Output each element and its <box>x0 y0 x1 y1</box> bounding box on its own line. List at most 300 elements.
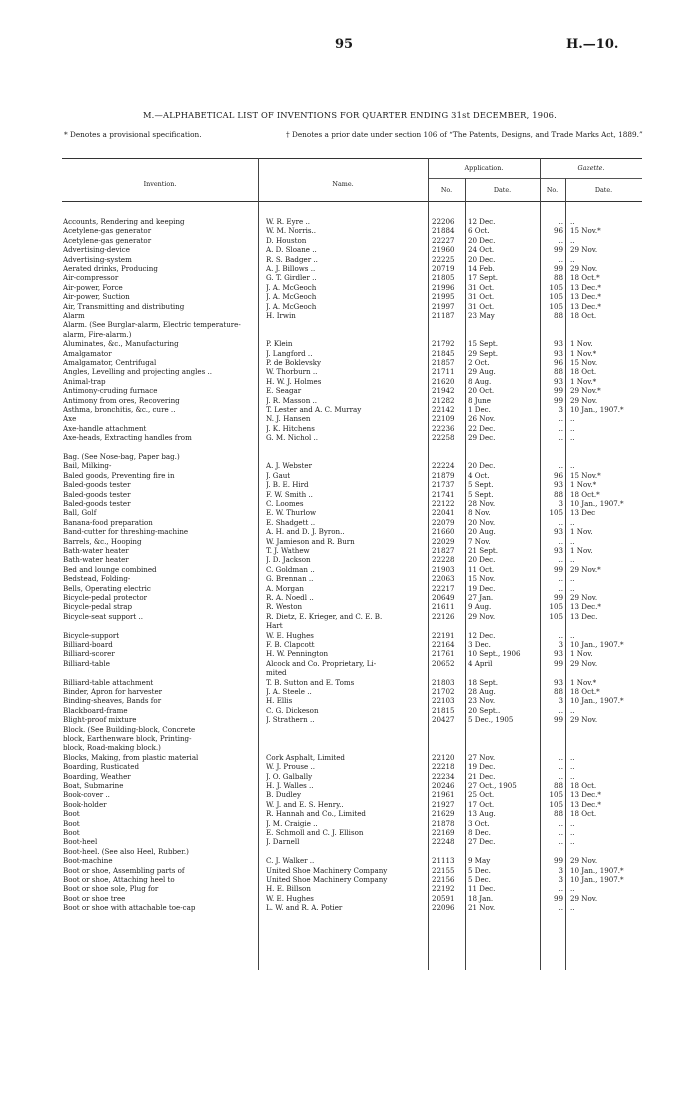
cell-gazette-no: 93 <box>553 348 563 358</box>
cell-invention: Acetylene-gas generator <box>63 226 152 236</box>
table-row <box>0 621 700 630</box>
cell-name: United Shoe Machinery Company <box>266 865 388 875</box>
cell-invention: Bath-water heater <box>63 555 129 565</box>
table-row <box>0 781 700 790</box>
cell-gazette-date: 1 Nov. <box>570 546 593 555</box>
cell-name: Alcock and Co. Proprietary, Li- <box>266 658 377 668</box>
cell-gazette-no: .. <box>558 630 563 640</box>
cell-app-date: 20 Oct. <box>468 386 495 396</box>
table-row <box>0 847 700 856</box>
table-row <box>0 612 700 621</box>
cell-name: J. Darnell <box>266 837 300 847</box>
cell-app-no: 20246 <box>432 781 455 790</box>
cell-app-date: 13 Aug. <box>468 809 496 819</box>
cell-invention: Baled goods, Preventing fire in <box>63 470 175 480</box>
cell-invention: Antimony-cruding furnace <box>63 386 158 396</box>
table-row <box>0 264 700 273</box>
table-row <box>0 565 700 574</box>
cell-invention: Bicycle-seat support .. <box>63 611 144 621</box>
cell-gazette-date: 13 Dec <box>570 508 596 518</box>
cell-app-no: 22234 <box>432 771 455 781</box>
cell-app-no: 21805 <box>432 273 455 283</box>
col-header-name: Name. <box>332 180 354 188</box>
cell-invention: Boot or shoe with attachable toe-cap <box>63 903 196 913</box>
cell-gazette-date: 29 Nov. <box>570 395 598 405</box>
cell-gazette-no: .. <box>558 414 563 424</box>
cell-invention: Bag. (See Nose-bag, Paper bag.) <box>63 452 180 461</box>
cell-gazette-date: 18 Oct. <box>570 367 597 377</box>
subheader-rule <box>428 178 642 179</box>
cell-name: H. Ellis <box>266 696 293 706</box>
cell-invention: Air-compressor <box>63 273 119 283</box>
cell-gazette-date: 10 Jan., 1907.* <box>570 499 624 508</box>
cell-gazette-date: .. <box>570 771 575 781</box>
table-row <box>0 443 700 452</box>
table-row <box>0 283 700 292</box>
cell-name: P. de Boklevsky <box>266 358 322 367</box>
cell-gazette-no: 99 <box>553 715 563 725</box>
cell-app-date: 5 Dec. <box>468 875 491 884</box>
cell-app-date: 17 Sept. <box>468 273 498 283</box>
cell-invention: Alarm <box>63 311 85 320</box>
cell-gazette-no: 88 <box>553 809 563 819</box>
table-row <box>0 678 700 687</box>
cell-app-date: 8 Dec. <box>468 828 491 837</box>
cell-app-date: 4 April <box>468 658 493 668</box>
cell-gazette-no: 96 <box>553 358 563 367</box>
cell-app-date: 19 Dec. <box>468 762 496 772</box>
cell-name: W. J. Prouse .. <box>266 762 315 772</box>
cell-name: D. Houston <box>266 235 307 245</box>
cell-name: H. Irwin <box>266 311 296 320</box>
cell-gazette-no: 99 <box>553 386 563 396</box>
cell-gazette-date: .. <box>570 884 575 894</box>
table-row <box>0 715 700 724</box>
cell-app-no: 22206 <box>432 217 455 226</box>
cell-app-date: 29 Dec. <box>468 433 496 443</box>
table-row <box>0 706 700 715</box>
cell-name: E. Schmoll and C. J. Ellison <box>266 828 364 837</box>
cell-invention: Bedstead, Folding- <box>63 574 131 584</box>
table-row <box>0 903 700 912</box>
cell-invention: Binding-sheaves, Bands for <box>63 696 162 706</box>
cell-gazette-date: .. <box>570 903 575 913</box>
cell-app-no: 20649 <box>432 593 455 602</box>
table-row <box>0 433 700 442</box>
cell-name: P. Klein <box>266 339 293 349</box>
cell-name: J. A. McGeoch <box>266 301 317 311</box>
table-row <box>0 490 700 499</box>
cell-app-date: 20 Dec. <box>468 555 496 565</box>
cell-app-no: 22191 <box>432 630 455 640</box>
cell-gazette-no: 96 <box>553 470 563 480</box>
cell-app-date: 22 Dec. <box>468 423 496 433</box>
cell-gazette-date: 15 Nov.* <box>570 470 601 480</box>
cell-gazette-no: 96 <box>553 226 563 236</box>
cell-name: G. Brennan .. <box>266 574 314 584</box>
cell-app-date: 29 Aug. <box>468 367 496 377</box>
cell-app-date: 21 Dec. <box>468 771 496 781</box>
cell-app-date: 20 Dec. <box>468 461 496 471</box>
cell-app-no: 22169 <box>432 828 455 837</box>
cell-app-no: 22029 <box>432 536 455 546</box>
cell-app-no: 21878 <box>432 818 455 828</box>
cell-gazette-no: 99 <box>553 856 563 866</box>
cell-gazette-no: .. <box>558 254 563 264</box>
table-row <box>0 584 700 593</box>
cell-app-date: 3 Dec. <box>468 640 491 649</box>
cell-app-no: 22063 <box>432 574 455 584</box>
cell-name: J. B. E. Hird <box>266 480 309 490</box>
cell-name: G. M. Nichol .. <box>266 433 319 443</box>
cell-gazette-date: 1 Nov.* <box>570 348 597 358</box>
table-row <box>0 574 700 583</box>
table-row <box>0 236 700 245</box>
col-header-application: Application. <box>464 164 504 172</box>
cell-app-date: 31 Oct. <box>468 282 495 292</box>
cell-name: J. O. Galbally <box>266 771 313 781</box>
cell-app-no: 21711 <box>432 367 455 377</box>
cell-invention: Baled-goods tester <box>63 480 131 490</box>
cell-name: H. J. Walles .. <box>266 781 314 790</box>
cell-app-date: 27 Nov. <box>468 752 496 762</box>
col-header-gaz-no: No. <box>546 186 559 194</box>
cell-invention: Boot-heel <box>63 837 98 847</box>
page-header <box>0 37 700 53</box>
cell-app-no: 22227 <box>432 235 455 245</box>
cell-gazette-no: 3 <box>558 865 563 875</box>
table-row <box>0 866 700 875</box>
cell-name: C. Loomes <box>266 499 304 508</box>
cell-app-date: 12 Dec. <box>468 217 496 226</box>
cell-name: J. A. Steele .. <box>266 687 312 696</box>
cell-invention: Boarding, Weather <box>63 771 131 781</box>
cell-app-no: 22041 <box>432 508 455 518</box>
cell-invention: Boot-heel. (See also Heel, Rubber.) <box>63 846 189 856</box>
table-row <box>0 405 700 414</box>
cell-app-date: 11 Dec. <box>468 884 496 894</box>
col-header-app-date: Date. <box>493 186 512 194</box>
cell-gazette-date: 1 Nov.* <box>570 480 597 490</box>
cell-gazette-no: 105 <box>549 790 563 800</box>
cell-name: A. J. Webster <box>266 461 312 471</box>
table-row <box>0 894 700 903</box>
cell-app-no: 22224 <box>432 461 455 471</box>
cell-name: R. S. Badger .. <box>266 254 318 264</box>
table-row <box>0 753 700 762</box>
cell-app-no: 21997 <box>432 301 455 311</box>
cell-app-no: 22192 <box>432 884 455 894</box>
cell-gazette-date: 13 Dec.* <box>570 799 601 809</box>
table-row <box>0 819 700 828</box>
cell-gazette-date: .. <box>570 837 575 847</box>
cell-gazette-date: 13 Dec.* <box>570 282 601 292</box>
table-row <box>0 273 700 282</box>
cell-gazette-date: 10 Jan., 1907.* <box>570 696 624 706</box>
cell-gazette-no: 99 <box>553 564 563 574</box>
table-row <box>0 640 700 649</box>
cell-gazette-no: 93 <box>553 649 563 659</box>
cell-invention: Billiard-table attachment <box>63 677 154 687</box>
cell-app-date: 20 Dec. <box>468 254 496 264</box>
cell-invention: Amalgamator, Centrifugal <box>63 358 157 367</box>
cell-gazette-date: 29 Nov. <box>570 856 598 866</box>
table-row <box>0 508 700 517</box>
cell-app-no: 22122 <box>432 499 455 508</box>
note-prior-date: † Denotes a prior date under section 106 of “The Patents, Designs, and Trade Marks Act, 1889.” <box>286 130 643 139</box>
table-row <box>0 743 700 752</box>
table-row <box>0 386 700 395</box>
table-row <box>0 555 700 564</box>
cell-gazette-no: 93 <box>553 527 563 537</box>
cell-name: J. M. Craigie .. <box>266 818 318 828</box>
cell-invention: Air-power, Force <box>63 282 123 292</box>
cell-gazette-date: 29 Nov.* <box>570 386 601 396</box>
cell-name: J. K. Hitchens <box>266 423 315 433</box>
table-row <box>0 461 700 470</box>
cell-invention: Blocks, Making, from plastic material <box>63 752 199 762</box>
cell-gazette-no: .. <box>558 235 563 245</box>
cell-gazette-date: 29 Nov. <box>570 658 598 668</box>
cell-gazette-date: .. <box>570 536 575 546</box>
table-row <box>0 302 700 311</box>
cell-app-no: 21737 <box>432 480 455 490</box>
cell-app-date: 24 Oct. <box>468 245 495 255</box>
cell-app-no: 21996 <box>432 282 455 292</box>
cell-invention: Axe-heads, Extracting handles from <box>63 433 192 443</box>
table-row <box>0 471 700 480</box>
cell-gazette-no: 99 <box>553 264 563 273</box>
cell-app-no: 21845 <box>432 348 455 358</box>
cell-gazette-no: 105 <box>549 611 563 621</box>
table-row <box>0 480 700 489</box>
cell-invention: Boat, Submarine <box>63 781 124 790</box>
cell-gazette-date: 10 Jan., 1907.* <box>570 405 624 414</box>
cell-gazette-date: 13 Dec. <box>570 611 598 621</box>
cell-invention: Block. (See Building-block, Concrete <box>63 724 196 734</box>
cell-app-date: 23 May <box>468 311 495 320</box>
cell-gazette-date: 13 Dec.* <box>570 301 601 311</box>
cell-name: J. D. Jackson <box>266 555 311 565</box>
cell-app-no: 21942 <box>432 386 455 396</box>
cell-invention: Barrels, &c., Hooping <box>63 536 142 546</box>
cell-app-date: 5 Dec. <box>468 865 491 875</box>
cell-gazette-date: 18 Oct. <box>570 781 597 790</box>
cell-gazette-date: .. <box>570 254 575 264</box>
cell-app-no: 21815 <box>432 705 455 715</box>
table-row <box>0 377 700 386</box>
cell-app-date: 9 May <box>468 856 491 866</box>
cell-gazette-no: .. <box>558 752 563 762</box>
cell-invention: Billiard-board <box>63 640 113 649</box>
cell-gazette-no: 3 <box>558 405 563 414</box>
cell-app-no: 21660 <box>432 527 455 537</box>
cell-app-no: 21620 <box>432 376 455 386</box>
cell-app-date: 20 Dec. <box>468 235 496 245</box>
cell-gazette-date: .. <box>570 555 575 565</box>
table-row <box>0 546 700 555</box>
cell-gazette-no: 88 <box>553 367 563 377</box>
col-header-invention: Invention. <box>143 180 177 188</box>
cell-gazette-no: 88 <box>553 781 563 790</box>
cell-invention: Boot <box>63 828 80 837</box>
document-reference: H.—10. <box>566 37 619 52</box>
cell-app-no: 21629 <box>432 809 455 819</box>
cell-app-date: 4 Oct. <box>468 470 490 480</box>
cell-gazette-no: 105 <box>549 292 563 302</box>
cell-app-no: 22156 <box>432 875 455 884</box>
cell-gazette-date: 29 Nov. <box>570 264 598 273</box>
cell-app-date: 5 Sept. <box>468 489 494 499</box>
cell-app-date: 9 Aug. <box>468 602 492 612</box>
cell-app-no: 21113 <box>432 856 455 866</box>
cell-app-date: 27 Oct., 1905 <box>468 781 517 790</box>
cell-name: E. W. Thurlow <box>266 508 317 518</box>
cell-app-no: 21927 <box>432 799 455 809</box>
table-row <box>0 452 700 461</box>
cell-name: F. W. Smith .. <box>266 489 313 499</box>
cell-invention: Billiard-table <box>63 658 110 668</box>
table-row <box>0 856 700 865</box>
cell-app-no: 22217 <box>432 583 455 593</box>
cell-gazette-date: 1 Nov.* <box>570 677 597 687</box>
table-row <box>0 320 700 339</box>
cell-app-no: 22120 <box>432 752 455 762</box>
cell-app-no: 21611 <box>432 602 455 612</box>
cell-invention: Book-cover .. <box>63 790 110 800</box>
cell-gazette-date: .. <box>570 217 575 226</box>
cell-invention: Advertising-device <box>63 245 130 255</box>
table-row <box>0 837 700 846</box>
cell-invention: Boot <box>63 818 80 828</box>
cell-invention: Amalgamator <box>63 348 112 358</box>
cell-gazette-no: 105 <box>549 282 563 292</box>
cell-name: A. H. and D. J. Byron.. <box>266 527 345 537</box>
cell-gazette-no: .. <box>558 433 563 443</box>
cell-gazette-date: 29 Nov. <box>570 245 598 255</box>
cell-gazette-date: 13 Dec.* <box>570 790 601 800</box>
cell-app-no: 21792 <box>432 339 455 349</box>
cell-gazette-no: 99 <box>553 658 563 668</box>
table-row <box>0 884 700 893</box>
cell-app-date: 6 Oct. <box>468 226 490 236</box>
cell-app-no: 21803 <box>432 677 455 687</box>
cell-app-no: 21761 <box>432 649 455 659</box>
cell-gazette-no: 3 <box>558 875 563 884</box>
cell-invention: Band-cutter for threshing-machine <box>63 527 189 537</box>
table-row <box>0 537 700 546</box>
cell-gazette-date: .. <box>570 235 575 245</box>
cell-app-date: 29 Nov. <box>468 611 496 621</box>
cell-app-date: 14 Feb. <box>468 264 495 273</box>
table-row <box>0 358 700 367</box>
table-row <box>0 631 700 640</box>
cell-gazette-date: .. <box>570 583 575 593</box>
page-title: M.—ALPHABETICAL LIST OF INVENTIONS FOR QUARTER ENDING 31st DECEMBER, 1906. <box>142 110 557 120</box>
cell-gazette-no: .. <box>558 217 563 226</box>
cell-gazette-no: 105 <box>549 508 563 518</box>
cell-name: A. D. Sloane .. <box>266 245 317 255</box>
table-row <box>0 518 700 527</box>
table-row <box>0 800 700 809</box>
cell-invention: Ball, Golf <box>63 508 97 518</box>
cell-gazette-no: 99 <box>553 893 563 903</box>
cell-gazette-no: 88 <box>553 489 563 499</box>
cell-gazette-no: .. <box>558 828 563 837</box>
table-row <box>0 593 700 602</box>
cell-app-no: 21702 <box>432 687 455 696</box>
cell-gazette-no: 3 <box>558 499 563 508</box>
header-bottom-rule <box>62 201 642 202</box>
cell-gazette-no: .. <box>558 762 563 772</box>
cell-invention: Alarm. (See Burglar-alarm, Electric temperature-alarm, Fire-alarm.) <box>63 320 241 339</box>
cell-gazette-date: .. <box>570 630 575 640</box>
cell-app-no: 22218 <box>432 762 455 772</box>
note-provisional: * Denotes a provisional specification. <box>64 130 202 139</box>
cell-invention: Bicycle-support <box>63 630 120 640</box>
cell-app-no: 20719 <box>432 264 455 273</box>
cell-name: E. Shadgett .. <box>266 517 316 527</box>
cell-app-date: 3 Oct. <box>468 818 490 828</box>
cell-gazette-date: 1 Nov. <box>570 649 593 659</box>
table-row <box>0 396 700 405</box>
cell-gazette-no: .. <box>558 818 563 828</box>
cell-app-date: 27 Jan. <box>468 593 494 602</box>
cell-name: C. G. Dickeson <box>266 705 319 715</box>
cell-invention: Boarding, Rusticated <box>63 762 139 772</box>
cell-name: G. T. Girdler .. <box>266 273 317 283</box>
cell-app-no: 21827 <box>432 546 455 555</box>
cell-name: W. R. Eyre .. <box>266 217 310 226</box>
cell-gazette-no: .. <box>558 517 563 527</box>
cell-app-date: 20 Nov. <box>468 517 496 527</box>
cell-name: W. Thorburn .. <box>266 367 318 377</box>
cell-app-date: 29 Sept. <box>468 348 498 358</box>
cell-gazette-date: .. <box>570 433 575 443</box>
cell-gazette-no: .. <box>558 705 563 715</box>
cell-gazette-date: 18 Oct.* <box>570 273 600 283</box>
cell-gazette-date: .. <box>570 414 575 424</box>
cell-app-no: 20591 <box>432 893 455 903</box>
cell-gazette-no: 3 <box>558 640 563 649</box>
cell-invention: Boot or shoe sole, Plug for <box>63 884 159 894</box>
cell-app-no: 21187 <box>432 311 455 320</box>
cell-invention: block, Road-making block.) <box>63 743 161 753</box>
cell-invention: Aerated drinks, Producing <box>63 264 158 273</box>
cell-name: J. Gaut <box>266 470 291 480</box>
cell-gazette-date: 10 Jan., 1907.* <box>570 640 624 649</box>
cell-gazette-no: .. <box>558 771 563 781</box>
cell-invention: Boot or shoe, Assembling parts of <box>63 865 185 875</box>
cell-name: W. E. Hughes <box>266 893 314 903</box>
cell-app-date: 26 Nov. <box>468 414 496 424</box>
cell-app-date: 23 Nov. <box>468 696 496 706</box>
cell-invention: Book-holder <box>63 799 107 809</box>
cell-invention: Acetylene-gas generator <box>63 235 152 245</box>
cell-app-no: 22103 <box>432 696 455 706</box>
cell-app-date: 20 Sept.. <box>468 705 501 715</box>
table-row <box>0 762 700 771</box>
table-row <box>0 687 700 696</box>
cell-gazette-date: .. <box>570 705 575 715</box>
cell-name: W. E. Hughes <box>266 630 314 640</box>
cell-name: Cork Asphalt, Limited <box>266 752 345 762</box>
cell-app-date: 27 Dec. <box>468 837 496 847</box>
cell-app-no: 22096 <box>432 903 455 913</box>
cell-gazette-no: .. <box>558 423 563 433</box>
cell-app-no: 22155 <box>432 865 455 875</box>
cell-name: J. R. Masson .. <box>266 395 318 405</box>
